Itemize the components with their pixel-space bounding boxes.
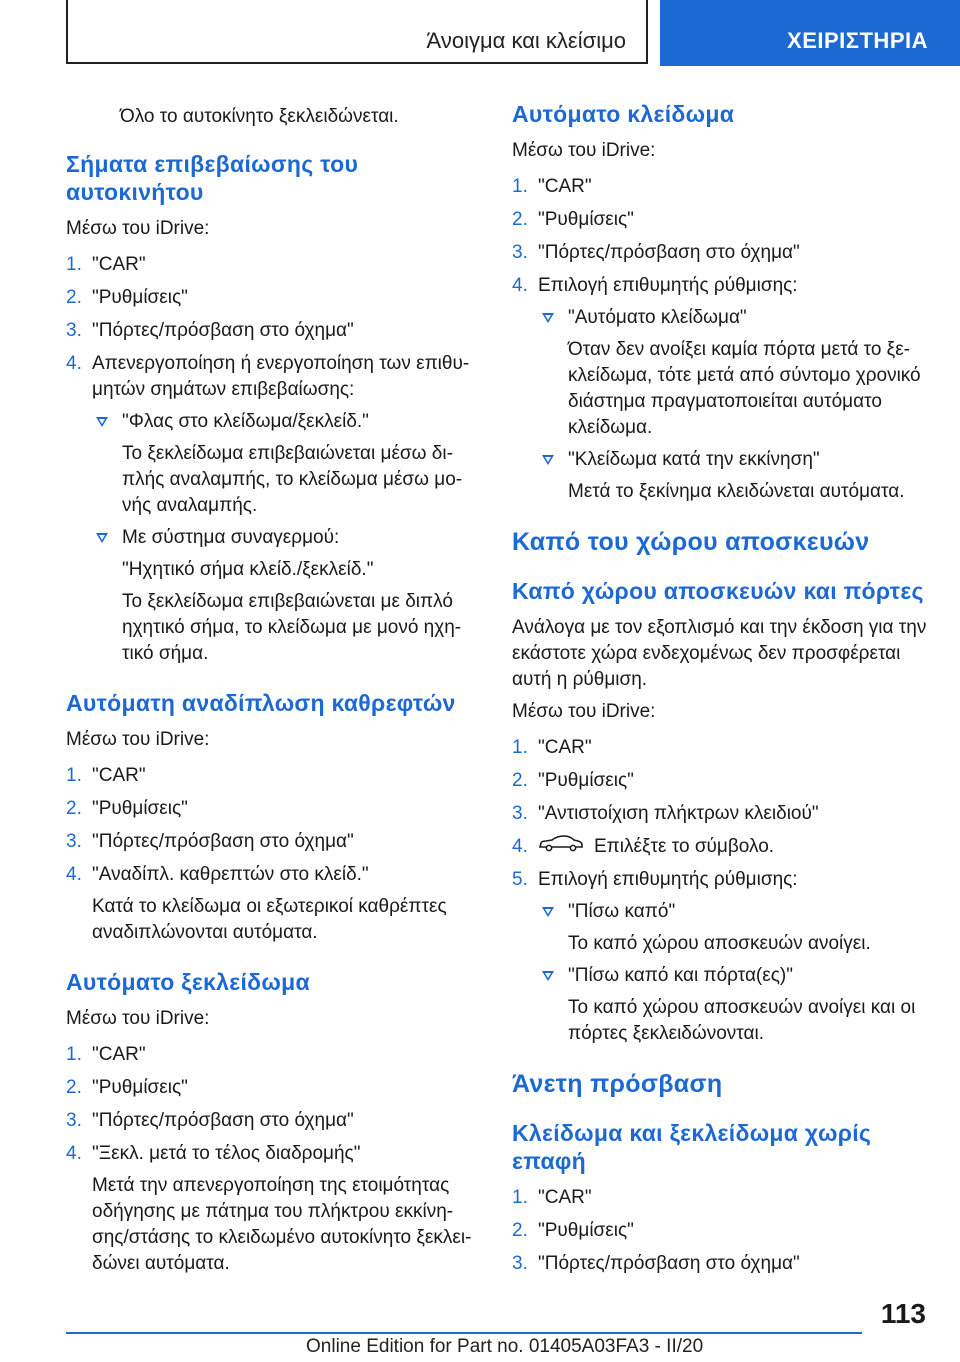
header-section-title: Άνοιγμα και κλείσιμο: [426, 28, 626, 53]
step-number: 2.: [66, 798, 82, 819]
auto-unlock-steps: [66, 1042, 486, 1277]
list-item: [66, 318, 486, 344]
step-number: 2.: [66, 1077, 82, 1098]
step-text: Επιλογή επιθυμητής ρύθμισης:: [538, 275, 798, 296]
triangle-bullet-icon: [96, 533, 108, 543]
step-number: 3.: [66, 320, 82, 341]
step-text: "Πόρτες/πρόσβαση στο όχημα": [92, 831, 354, 852]
option-item: [92, 409, 486, 519]
lead-text: Όλο το αυτοκίνητο ξεκλειδώνεται.: [120, 106, 399, 127]
step-text: "Πόρτες/πρόσβαση στο όχημα": [92, 1110, 354, 1131]
triangle-bullet-icon: [542, 971, 554, 981]
step-text: "Ρυθμίσεις": [538, 209, 634, 230]
right-column: [512, 100, 942, 1299]
trunk-title: Καπό χώρου αποσκευών και πόρτες: [512, 578, 924, 604]
step-number: 1.: [66, 765, 82, 786]
list-item: [66, 796, 486, 822]
header-chapter-tab: [660, 0, 960, 66]
step-text: "CAR": [538, 737, 592, 758]
step-text: "Ρυθμίσεις": [538, 1220, 634, 1242]
list-item: [512, 207, 942, 233]
auto-unlock-intro: Μέσω του iDrive:: [66, 1008, 210, 1029]
trunk-steps: [512, 735, 942, 1047]
step-number: 2.: [512, 1220, 528, 1242]
option-desc: Το ξεκλείδωμα επιβεβαιώνεται με διπλό ηχητικό σήμα, το κλείδωμα με μονό ηχη-τικό σήμα.: [122, 591, 462, 664]
trunk-body: Ανάλογα με τον εξοπλισμό και την έκδοση για την εκάστοτε χώρα ενδεχομένως δεν προσφέρεται αυτή η ρύθμιση.: [512, 617, 927, 690]
comfort-access-steps: [512, 1185, 942, 1277]
step-text: "Ρυθμίσεις": [92, 798, 188, 819]
step-text: "CAR": [538, 1187, 592, 1209]
step-number: 1.: [66, 254, 82, 275]
list-item: [66, 829, 486, 855]
list-item: [66, 1075, 486, 1101]
step-text: "Πόρτες/πρόσβαση στο όχημα": [538, 1253, 800, 1275]
step-number: 4.: [66, 1143, 82, 1164]
step-text: "CAR": [92, 1044, 146, 1065]
list-item: [66, 763, 486, 789]
option-desc: "Ηχητικό σήμα κλείδ./ξεκλείδ.": [122, 559, 374, 580]
list-item: [512, 867, 942, 1047]
list-item: [66, 351, 486, 667]
triangle-bullet-icon: [96, 417, 108, 427]
confirm-steps: [66, 252, 486, 667]
option-desc: Όταν δεν ανοίξει καμία πόρτα μετά το ξε-κλείδωμα, τότε μετά από σύντομο χρονικό διάστημα πραγματοποιείται αυτόματο κλείδωμα.: [568, 339, 921, 438]
step-note: Κατά το κλείδωμα οι εξωτερικοί καθρέπτες αναδιπλώνονται αυτόματα.: [92, 896, 447, 943]
step-text: Απενεργοποίηση ή ενεργοποίηση των επιθυ-μητών σημάτων επιβεβαίωσης:: [92, 353, 470, 400]
header-section-box: [66, 0, 648, 64]
step-number: 2.: [66, 287, 82, 308]
step-text: "Πόρτες/πρόσβαση στο όχημα": [538, 242, 800, 263]
trunk-intro: Μέσω του iDrive:: [512, 701, 656, 722]
option-label: "Πίσω καπό και πόρτα(ες)": [568, 965, 793, 987]
step-number: 3.: [66, 831, 82, 852]
trunk-heading: Καπό του χώρου αποσκευών: [512, 528, 870, 556]
step-text: "Ξεκλ. μετά το τέλος διαδρομής": [92, 1143, 361, 1164]
list-item: [512, 273, 942, 505]
confirm-intro: Μέσω του iDrive:: [66, 218, 210, 239]
page-number: 113: [880, 1298, 926, 1329]
auto-lock-title: Αυτόματο κλείδωμα: [512, 101, 735, 127]
triangle-bullet-icon: [542, 455, 554, 465]
header-chapter-label: ΧΕΙΡΙΣΤΗΡΙΑ: [787, 28, 928, 53]
option-label: "Πίσω καπό": [568, 901, 676, 923]
step-note: Μετά την απενεργοποίηση της ετοιμότητας οδήγησης με πάτημα του πλήκτρου εκκίνη-σης/στάσης το κλειδωμένο αυτοκίνητο ξεκλει-δώνει αυτόματα.: [92, 1175, 472, 1274]
confirm-signals-title: Σήματα επιβεβαίωσης του αυτοκινήτου: [66, 151, 359, 205]
list-item: [66, 1042, 486, 1068]
step-number: 1.: [66, 1044, 82, 1065]
triangle-bullet-icon: [542, 313, 554, 323]
list-item: [512, 1218, 942, 1244]
list-item: [66, 862, 486, 946]
option-item: [538, 447, 942, 505]
option-item: [538, 963, 942, 1047]
option-desc: Μετά το ξεκίνημα κλειδώνεται αυτόματα.: [568, 481, 905, 502]
step-number: 3.: [66, 1110, 82, 1131]
option-item: [538, 305, 942, 441]
step-number: 3.: [512, 1253, 528, 1275]
left-column: [66, 100, 486, 1299]
mirror-steps: [66, 763, 486, 946]
list-item: [512, 240, 942, 266]
step-text: Επιλέξτε το σύμβολο.: [594, 836, 775, 858]
step-text: "CAR": [92, 254, 146, 275]
list-item: [512, 735, 942, 761]
step-text: "Ρυθμίσεις": [538, 770, 634, 791]
step-number: 4.: [512, 275, 528, 296]
list-item: [512, 1251, 942, 1277]
option-desc: Το καπό χώρου αποσκευών ανοίγει.: [568, 933, 871, 955]
mirror-intro: Μέσω του iDrive:: [66, 729, 210, 750]
footer-divider: [66, 1332, 862, 1334]
option-item: [92, 525, 486, 667]
list-item: [512, 1185, 942, 1211]
list-item: [66, 1141, 486, 1277]
option-label: Με σύστημα συναγερμού:: [122, 527, 340, 548]
step-text: "Αναδίπλ. καθρεπτών στο κλείδ.": [92, 864, 369, 885]
step-text: "Αντιστοίχιση πλήκτρων κλειδιού": [538, 803, 819, 824]
option-label: "Φλας στο κλείδωμα/ξεκλείδ.": [122, 411, 369, 432]
list-item: [66, 1108, 486, 1134]
step-text: "CAR": [92, 765, 146, 786]
car-icon: [538, 834, 584, 860]
list-item: [66, 285, 486, 311]
step-number: 2.: [512, 209, 528, 230]
step-number: 4.: [512, 836, 528, 857]
step-text: "Ρυθμίσεις": [92, 287, 188, 308]
option-item: [538, 899, 942, 957]
comfort-access-title: Κλείδωμα και ξεκλείδωμα χωρίς επαφή: [512, 1120, 872, 1175]
auto-lock-steps: [512, 174, 942, 505]
footer-edition: Online Edition for Part no. 01405A03FA3 - II/20: [306, 1336, 704, 1357]
list-item: [512, 174, 942, 200]
step-text: Επιλογή επιθυμητής ρύθμισης:: [538, 869, 798, 891]
list-item: [512, 801, 942, 827]
option-label: "Κλείδωμα κατά την εκκίνηση": [568, 449, 820, 470]
step-number: 4.: [66, 353, 82, 374]
auto-unlock-title: Αυτόματο ξεκλείδωμα: [66, 969, 310, 995]
step-number: 5.: [512, 869, 528, 891]
step-text: "Ρυθμίσεις": [92, 1077, 188, 1098]
step-number: 3.: [512, 803, 528, 824]
option-label: "Αυτόματο κλείδωμα": [568, 307, 747, 328]
triangle-bullet-icon: [542, 907, 554, 917]
step-number: 2.: [512, 770, 528, 791]
comfort-access-heading: Άνετη πρόσβαση: [512, 1070, 723, 1099]
option-desc: Το ξεκλείδωμα επιβεβαιώνεται μέσω δι-πλής αναλαμπής, το κλείδωμα μέσω μο-νής αναλαμπής.: [122, 443, 463, 516]
step-number: 1.: [512, 1187, 528, 1209]
list-item: [512, 768, 942, 794]
option-desc: Το καπό χώρου αποσκευών ανοίγει και οι πόρτες ξεκλειδώνονται.: [568, 997, 916, 1045]
step-number: 1.: [512, 176, 528, 197]
auto-lock-intro: Μέσω του iDrive:: [512, 140, 656, 161]
step-number: 1.: [512, 737, 528, 758]
mirror-fold-title: Αυτόματη αναδίπλωση καθρεφτών: [66, 690, 456, 716]
list-item: [512, 834, 942, 860]
list-item: [66, 252, 486, 278]
step-text: "Πόρτες/πρόσβαση στο όχημα": [92, 320, 354, 341]
step-text: "CAR": [538, 176, 592, 197]
step-number: 3.: [512, 242, 528, 263]
step-number: 4.: [66, 864, 82, 885]
